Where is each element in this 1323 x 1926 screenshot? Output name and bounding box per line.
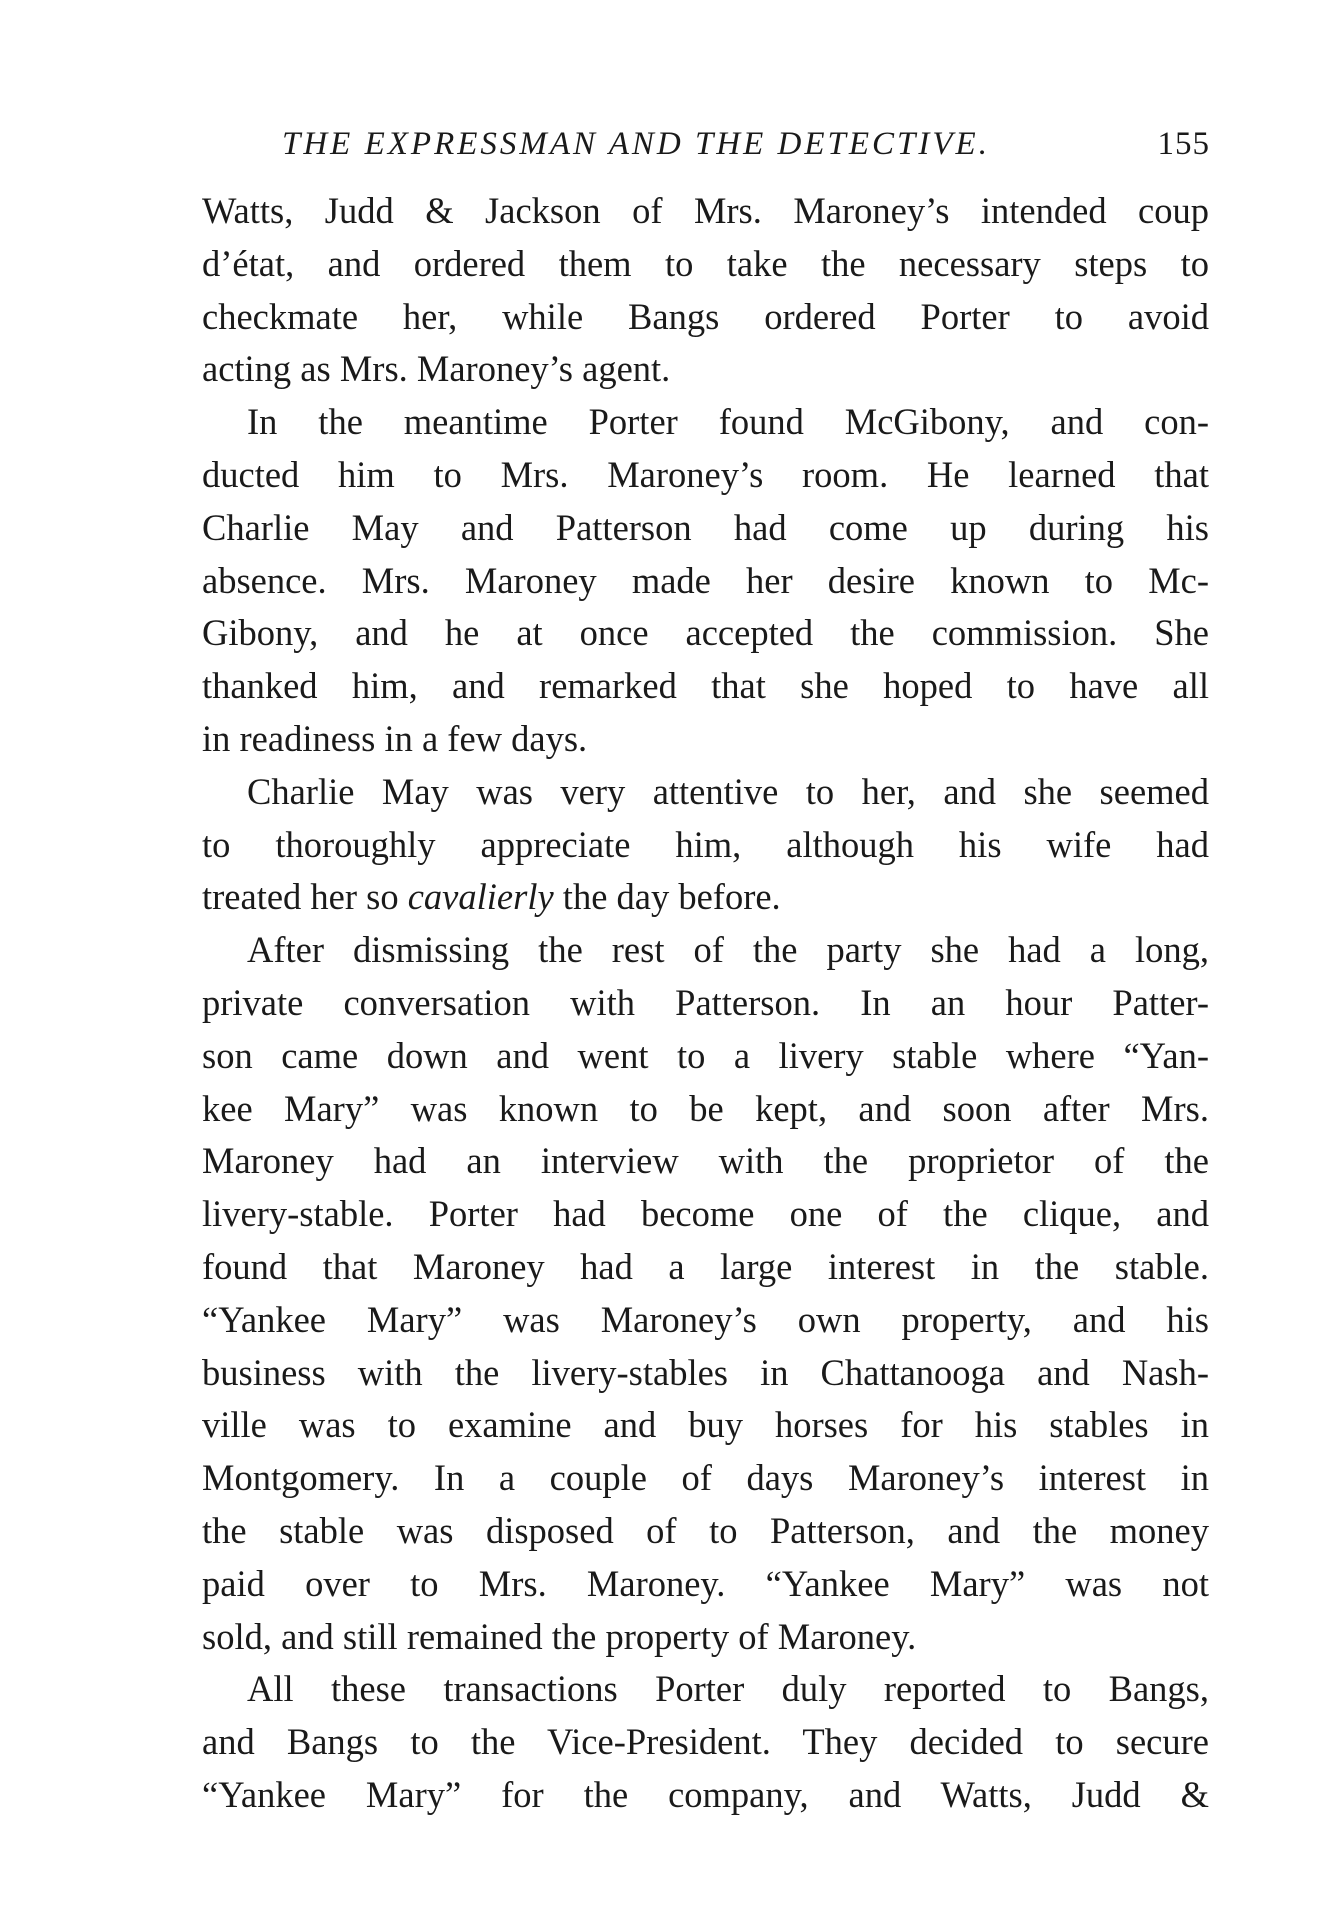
text-line: All these transactions Porter duly reported to Bangs, (247, 1668, 1209, 1710)
text-line: livery-stable. Porter had become one of the clique, and (202, 1193, 1209, 1235)
text-line: In the meantime Porter found McGibony, and con- (247, 401, 1209, 443)
text-line: paid over to Mrs. Maroney. “Yankee Mary” was not (202, 1562, 1209, 1604)
text-line: found that Maroney had a large interest in the stable. (202, 1245, 1209, 1287)
running-title: THE EXPRESSMAN AND THE DETECTIVE. (282, 126, 990, 162)
body-text (202, 185, 1209, 1822)
text-line: ducted him to Mrs. Maroney’s room. He learned that (202, 453, 1209, 495)
text-line: private conversation with Patterson. In an hour Patter- (202, 981, 1209, 1023)
text-line: ville was to examine and buy horses for his stables in (202, 1404, 1209, 1446)
running-header (200, 120, 1210, 168)
text-line: Charlie May and Patterson had come up during his (202, 506, 1209, 548)
text-line: thanked him, and remarked that she hoped to have all (202, 665, 1209, 707)
text-line: “Yankee Mary” for the company, and Watts, Judd & (202, 1773, 1209, 1815)
text-line: sold, and still remained the property of Maroney. (202, 1615, 917, 1657)
text-line: absence. Mrs. Maroney made her desire known to Mc- (202, 559, 1209, 601)
text-line: Gibony, and he at once accepted the commission. She (202, 612, 1209, 654)
text-line: “Yankee Mary” was Maroney’s own property, and his (202, 1298, 1209, 1340)
text-line: Maroney had an interview with the proprietor of the (202, 1140, 1209, 1182)
text-line: son came down and went to a livery stable where “Yan- (202, 1034, 1209, 1076)
text-line: kee Mary” was known to be kept, and soon after Mrs. (202, 1087, 1209, 1129)
text-line: d’état, and ordered them to take the necessary steps to (202, 242, 1209, 284)
text-line: the stable was disposed of to Patterson, and the money (202, 1509, 1209, 1551)
text-line: checkmate her, while Bangs ordered Porter to avoid (202, 295, 1209, 337)
text-line: After dismissing the rest of the party she had a long, (247, 929, 1209, 971)
text-line: acting as Mrs. Maroney’s agent. (202, 348, 671, 390)
text-line: and Bangs to the Vice-President. They decided to secure (202, 1721, 1209, 1763)
page-number: 155 (1157, 126, 1210, 162)
text-fragment: the day before. (553, 876, 781, 918)
italic-word: cavalierly (407, 876, 554, 918)
text-line: in readiness in a few days. (202, 717, 588, 759)
text-line: business with the livery-stables in Chattanooga and Nash- (202, 1351, 1209, 1393)
text-line: Charlie May was very attentive to her, and she seemed (247, 770, 1209, 812)
text-fragment: treated her so (202, 876, 408, 918)
text-line-with-italic (202, 871, 1209, 924)
text-line: to thoroughly appreciate him, although his wife had (202, 823, 1209, 865)
text-line: Watts, Judd & Jackson of Mrs. Maroney’s intended coup (202, 190, 1209, 231)
text-line: Montgomery. In a couple of days Maroney’s interest in (202, 1457, 1209, 1499)
